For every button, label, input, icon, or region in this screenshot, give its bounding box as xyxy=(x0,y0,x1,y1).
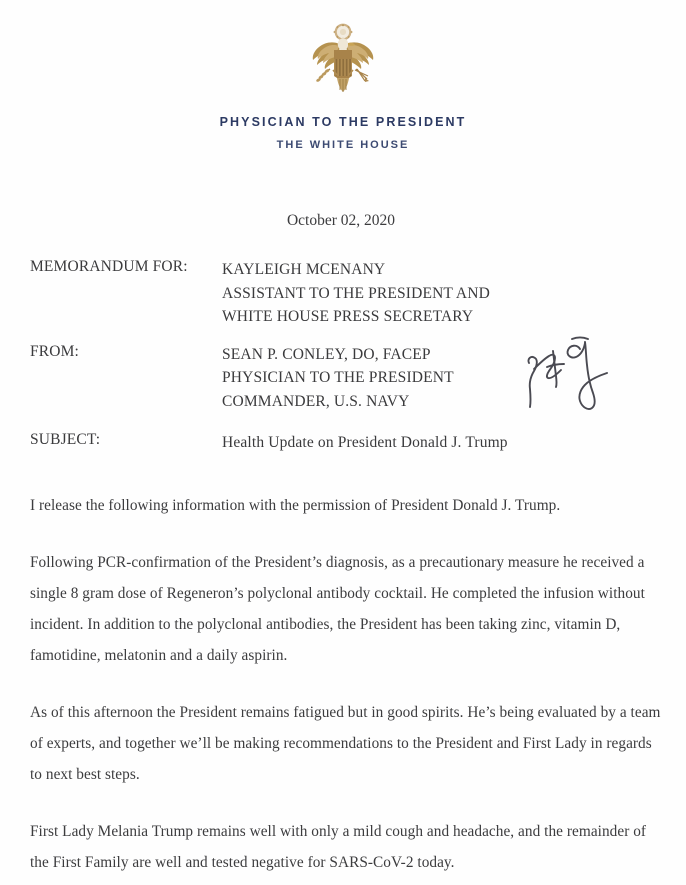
us-great-seal-eagle-icon xyxy=(307,22,379,98)
memo-row-subject xyxy=(30,431,666,455)
memo-body xyxy=(30,490,666,878)
body-paragraph-1: I release the following information with the permission of President Donald J. Trump. xyxy=(30,497,561,514)
memo-value-memorandum-for xyxy=(222,258,666,329)
memo-date-text: October 02, 2020 xyxy=(286,212,396,229)
memo-subject-text: Health Update on President Donald J. Trump xyxy=(222,434,508,452)
body-paragraph-4: First Lady Melania Trump remains well with only a mild cough and headache, and the remainder of the First Family are well and tested negative for SARS-CoV-2 today. xyxy=(30,823,647,872)
memo-sender-name: SEAN P. CONLEY, DO, FACEP xyxy=(222,345,431,363)
memo-label-from: FROM: xyxy=(30,342,79,360)
memo-row-from xyxy=(30,343,666,414)
memo-recipient-title-2: WHITE HOUSE PRESS SECRETARY xyxy=(222,308,474,326)
memo-header-block xyxy=(30,258,666,469)
memo-value-subject xyxy=(222,431,666,455)
letterhead-subtitle: THE WHITE HOUSE xyxy=(276,138,410,151)
memo-date xyxy=(0,212,686,230)
body-paragraph-3: As of this afternoon the President remains fatigued but in good spirits. He’s being evaluated by a team of experts, and together we’ll be making recommendations to the President and First Lady in regards to next best steps. xyxy=(30,704,661,784)
memo-sender-title-2: COMMANDER, U.S. NAVY xyxy=(222,392,410,410)
memo-sender-title-1: PHYSICIAN TO THE PRESIDENT xyxy=(222,369,454,387)
memo-recipient-name: KAYLEIGH MCENANY xyxy=(222,261,386,278)
memo-label-memorandum-for: MEMORANDUM FOR: xyxy=(30,258,188,275)
memo-row-memorandum-for xyxy=(30,258,666,329)
memo-value-from xyxy=(222,343,666,414)
body-paragraph-2: Following PCR-confirmation of the President’s diagnosis, as a precautionary measure he received a single 8 gram dose of Regeneron’s polyclonal antibody cocktail. He completed the infusion without incident. In addition to the polyclonal antibodies, the President has been taking zinc, vitamin D, famotidine, melatonin and a daily aspirin. xyxy=(30,554,645,665)
letterhead xyxy=(0,0,686,151)
letterhead-title: PHYSICIAN TO THE PRESIDENT xyxy=(219,115,467,129)
memo-recipient-title-1: ASSISTANT TO THE PRESIDENT AND xyxy=(222,284,490,302)
memo-label-subject: SUBJECT: xyxy=(30,431,101,449)
